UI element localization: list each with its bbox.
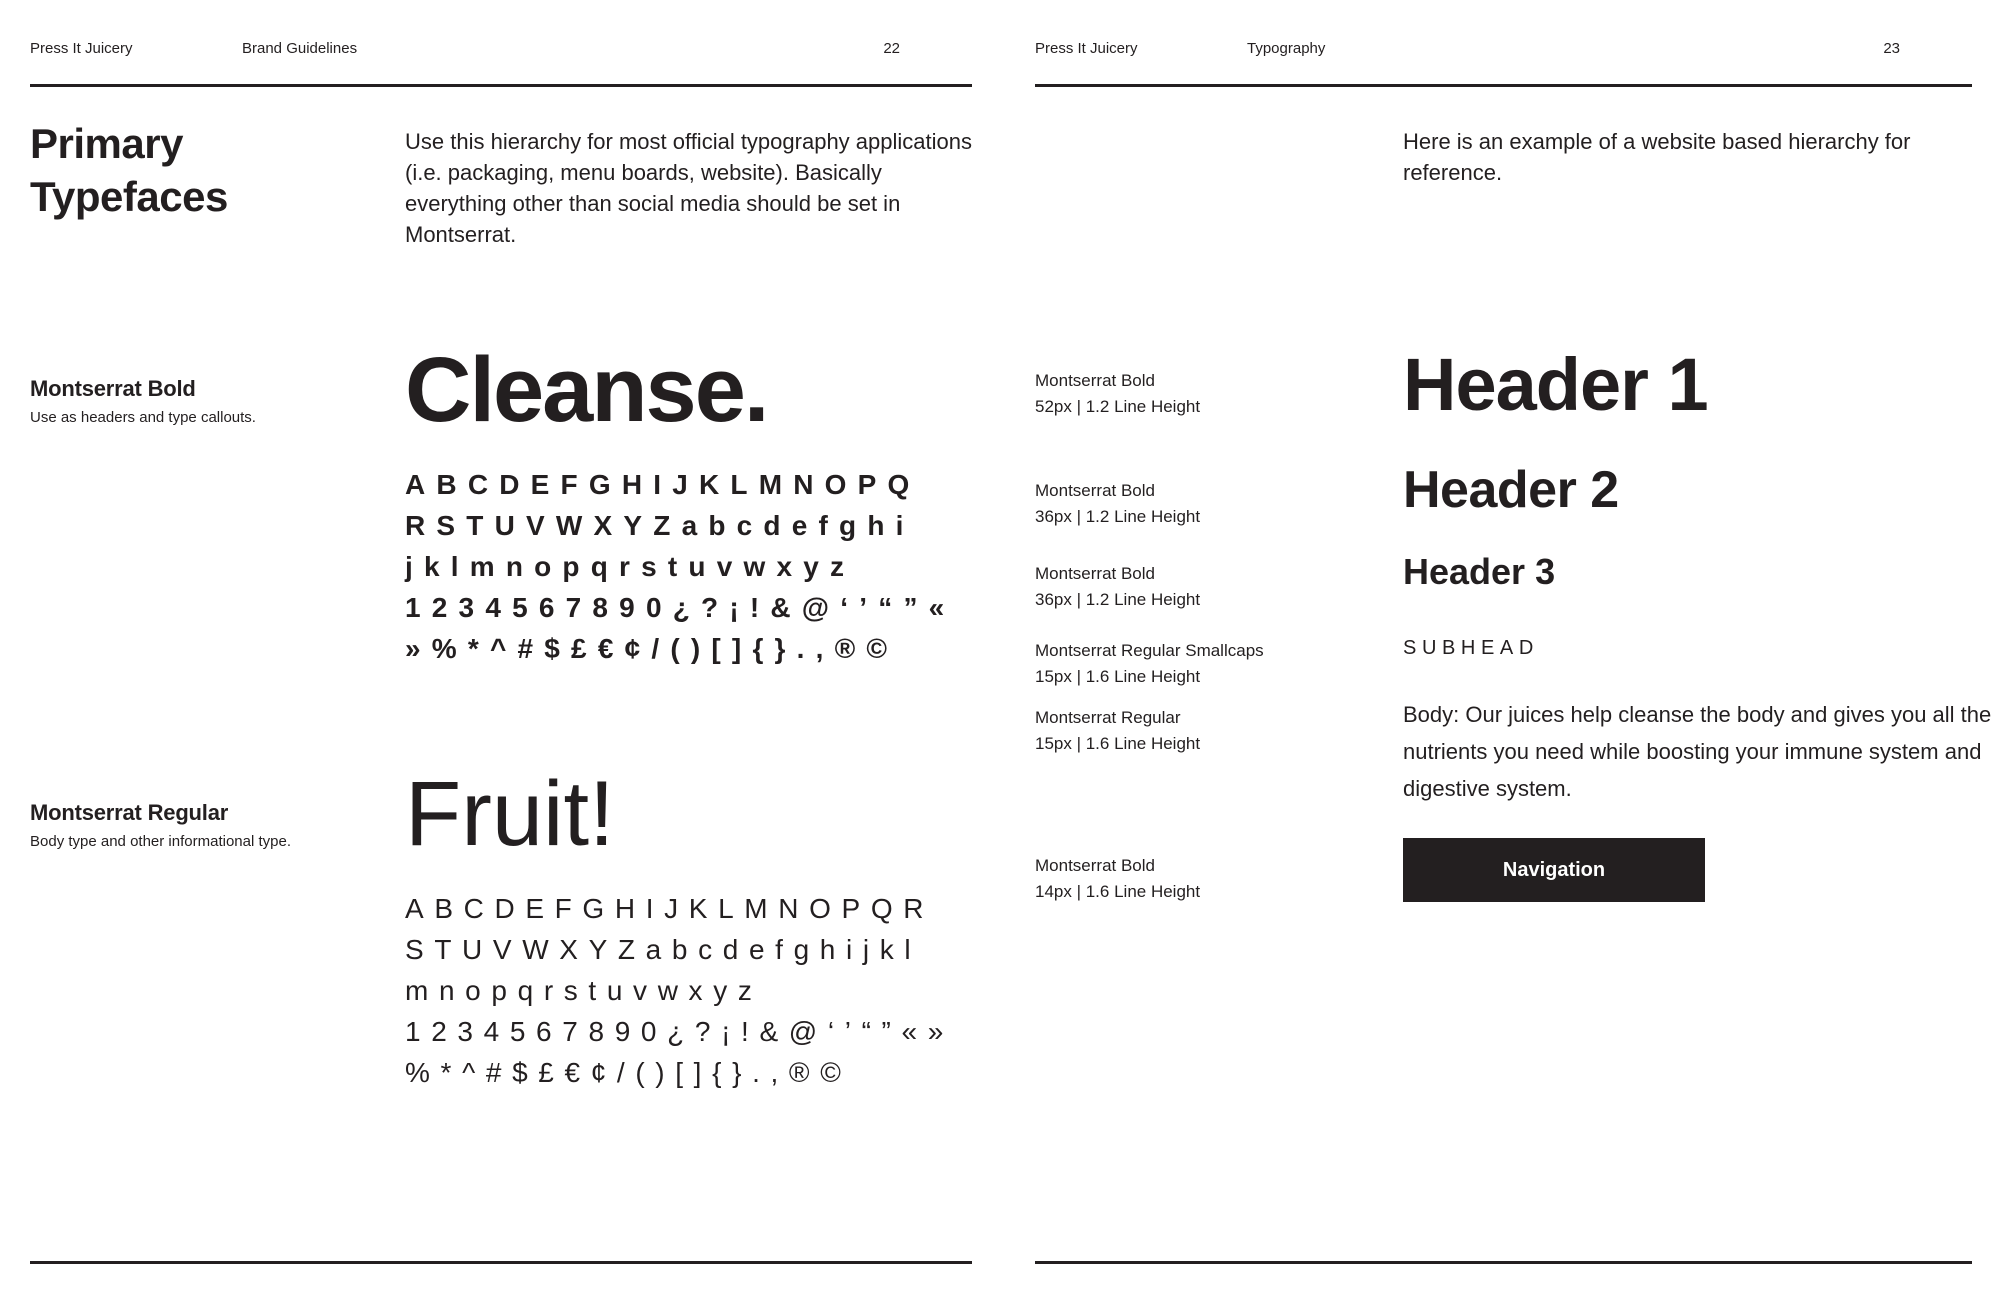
spec-label-header3 xyxy=(1035,561,1355,613)
specimen-word-regular: Fruit! xyxy=(405,763,615,865)
charset-line: 1234567890¿?¡!&@‘’“”« xyxy=(405,592,956,623)
charset-line: %*^#$£€¢/()[]{}.,®© xyxy=(405,1057,852,1088)
spec-font: Montserrat Bold xyxy=(1035,371,1155,390)
header-rule xyxy=(30,84,972,87)
character-set-bold xyxy=(405,464,955,669)
body-text-sample: Body: Our juices help cleanse the body and gives you all the nutrients you need while boosting your immune system and digestive system. xyxy=(1403,702,1992,801)
header1-sample: Header 1 xyxy=(1403,343,1708,426)
charset-line: ABCDEFGHIJKLMNOPQR xyxy=(405,893,935,924)
typeface-name: Montserrat Regular xyxy=(30,800,229,825)
spec-font: Montserrat Regular xyxy=(1035,708,1181,727)
charset-line: jklmnopqrstuvwxyz xyxy=(405,551,856,582)
footer-rule xyxy=(30,1261,972,1264)
spec-size: 15px | 1.6 Line Height xyxy=(1035,734,1201,753)
spec-label-body xyxy=(1035,705,1355,757)
charset-line: 1234567890¿?¡!&@‘’“”«» xyxy=(405,1016,954,1047)
spec-size: 15px | 1.6 Line Height xyxy=(1035,667,1201,686)
running-head-brand: Press It Juicery xyxy=(1035,40,1138,57)
spec-size: 14px | 1.6 Line Height xyxy=(1035,882,1201,901)
spec-label-button xyxy=(1035,853,1355,905)
header2-sample: Header 2 xyxy=(1403,461,1619,519)
charset-line: ABCDEFGHIJKLMNOPQ xyxy=(405,469,921,500)
intro-paragraph: Here is an example of a website based hierarchy for reference. xyxy=(1403,129,1911,185)
spec-label-header1 xyxy=(1035,368,1355,420)
spec-size: 36px | 1.2 Line Height xyxy=(1035,590,1201,609)
page-title: Primary Typefaces xyxy=(30,120,228,220)
intro-paragraph: Use this hierarchy for most official typography applications (i.e. packaging, menu boards, website). Basically everything other than social media should be set in Montserrat. xyxy=(405,129,972,247)
running-head-section: Brand Guidelines xyxy=(242,40,358,57)
page-number: 23 xyxy=(1883,40,1900,57)
charset-line: STUVWXYZabcdefghijkl xyxy=(405,934,922,965)
spec-font: Montserrat Bold xyxy=(1035,481,1155,500)
spec-font: Montserrat Bold xyxy=(1035,856,1155,875)
typeface-usage: Use as headers and type callouts. xyxy=(30,409,256,426)
subhead-sample: SUBHEAD xyxy=(1403,637,1539,659)
charset-line: mnopqrstuvwxyz xyxy=(405,975,763,1006)
specimen-word-bold: Cleanse. xyxy=(405,339,768,441)
spec-size: 52px | 1.2 Line Height xyxy=(1035,397,1201,416)
typeface-usage: Body type and other informational type. xyxy=(30,833,291,850)
page-left-typefaces xyxy=(30,0,972,1294)
typeface-name: Montserrat Bold xyxy=(30,376,196,401)
spec-size: 36px | 1.2 Line Height xyxy=(1035,507,1201,526)
spec-font: Montserrat Bold xyxy=(1035,564,1155,583)
page-number: 22 xyxy=(883,40,900,57)
navigation-button-sample xyxy=(1403,838,1705,902)
navigation-button-label: Navigation xyxy=(1502,858,1606,881)
running-head-section: Typography xyxy=(1247,40,1326,57)
typeface-label-regular xyxy=(30,800,370,850)
header-rule xyxy=(1035,84,1972,87)
page-right-typography-hierarchy xyxy=(1035,0,1992,1294)
character-set-regular xyxy=(405,888,954,1093)
footer-rule xyxy=(1035,1261,1972,1264)
charset-line: »%*^#$£€¢/()[]{}.,®© xyxy=(405,633,899,664)
running-head-brand: Press It Juicery xyxy=(30,40,133,57)
typeface-label-bold xyxy=(30,376,370,426)
charset-line: RSTUVWXYZabcdefghi xyxy=(405,510,915,541)
spec-font: Montserrat Regular Smallcaps xyxy=(1035,641,1264,660)
header3-sample: Header 3 xyxy=(1403,551,1556,592)
spec-label-header2 xyxy=(1035,478,1355,530)
spec-label-subhead xyxy=(1035,638,1355,690)
